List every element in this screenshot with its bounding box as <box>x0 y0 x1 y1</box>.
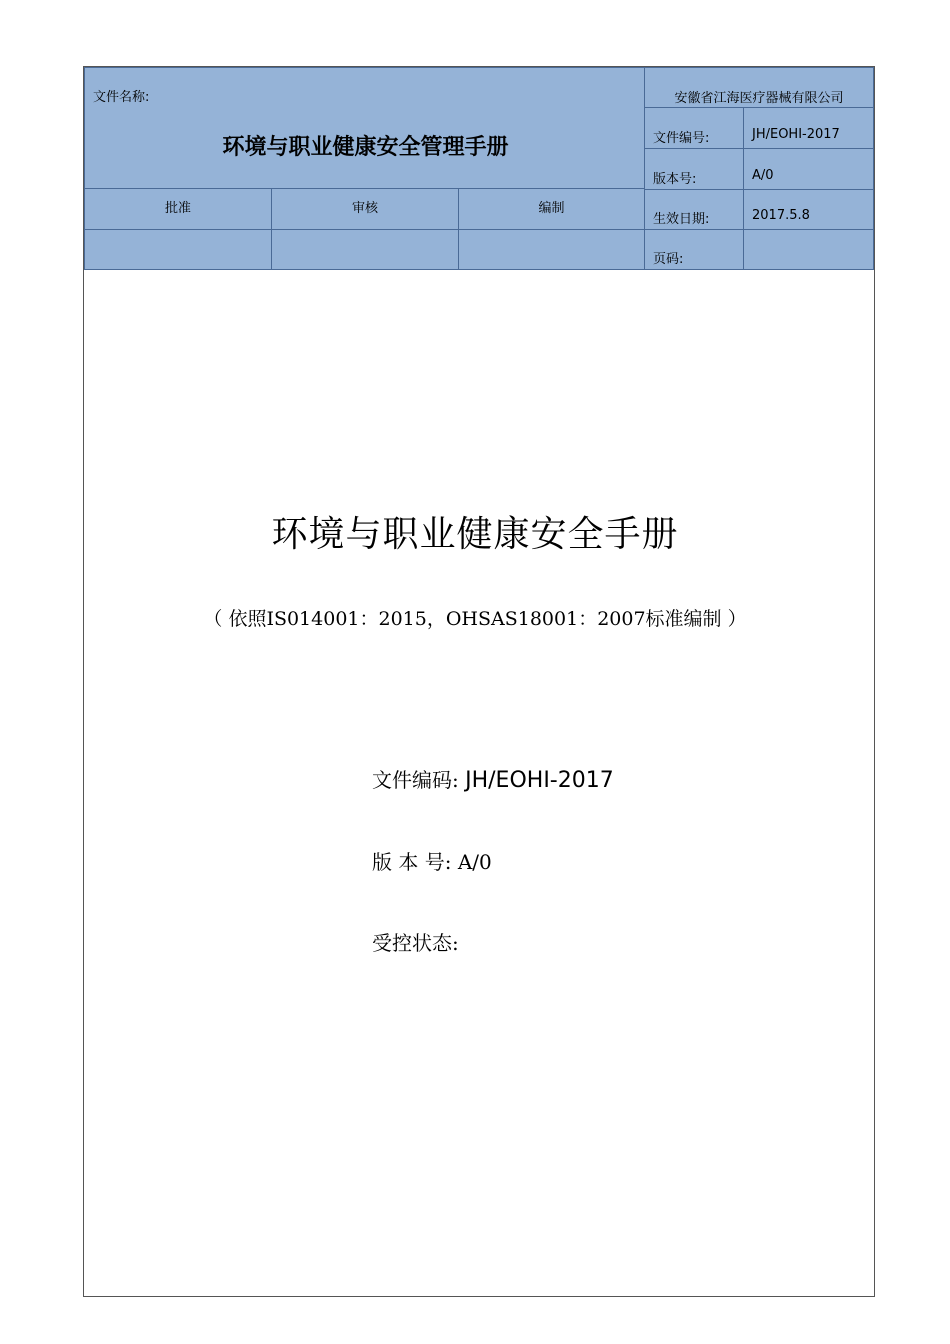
effective-date-label: 生效日期: <box>653 212 710 227</box>
doc-no-value: JH/EOHⅠ-2017 <box>752 127 840 142</box>
title-cell <box>84 67 645 189</box>
version-value-cell <box>743 148 874 190</box>
control-status-line <box>372 927 459 956</box>
approve-label-cell <box>84 188 272 230</box>
manual-title: 环境与职业健康安全手册 <box>271 514 679 555</box>
file-name-label: 文件名称: <box>93 90 150 105</box>
compile-value-cell <box>458 229 645 270</box>
compile-label-cell <box>458 188 645 230</box>
manual-subtitle: （ 依照IS014001：2015，OHSAS18001：2007标准编制 ） <box>203 608 747 630</box>
review-value-cell <box>271 229 459 270</box>
doc-no-label: 文件编号: <box>653 131 710 146</box>
approve-value-cell <box>84 229 272 270</box>
version-label-cell <box>644 148 744 190</box>
effective-date-value-cell <box>743 189 874 230</box>
review-label: 审核 <box>351 201 378 216</box>
doc-code-line <box>372 764 614 793</box>
company-name: 安徽省江海医疗器械有限公司 <box>674 91 844 106</box>
body-version-value: A/0 <box>457 850 492 874</box>
page-value-cell <box>743 229 874 270</box>
control-status-label: 受控状态: <box>372 931 459 955</box>
document-header-table <box>84 67 874 270</box>
page-label: 页码: <box>653 252 684 267</box>
body-version-label: 版 本 号: <box>372 850 452 874</box>
document-title: 环境与职业健康安全管理手册 <box>222 135 509 160</box>
review-label-cell <box>271 188 459 230</box>
version-line <box>372 846 492 875</box>
doc-code-label: 文件编码: <box>372 768 459 792</box>
doc-no-label-cell <box>644 107 744 149</box>
page-label-cell <box>644 229 744 270</box>
approve-label: 批准 <box>164 201 191 216</box>
version-value: A/0 <box>752 168 774 183</box>
effective-date-label-cell <box>644 189 744 230</box>
doc-code-value: JH/EOHⅠ-2017 <box>465 768 614 793</box>
company-cell <box>644 67 874 108</box>
compile-label: 编制 <box>538 201 565 216</box>
doc-no-value-cell <box>743 107 874 149</box>
effective-date-value: 2017.5.8 <box>752 208 810 223</box>
version-label: 版本号: <box>653 172 697 187</box>
